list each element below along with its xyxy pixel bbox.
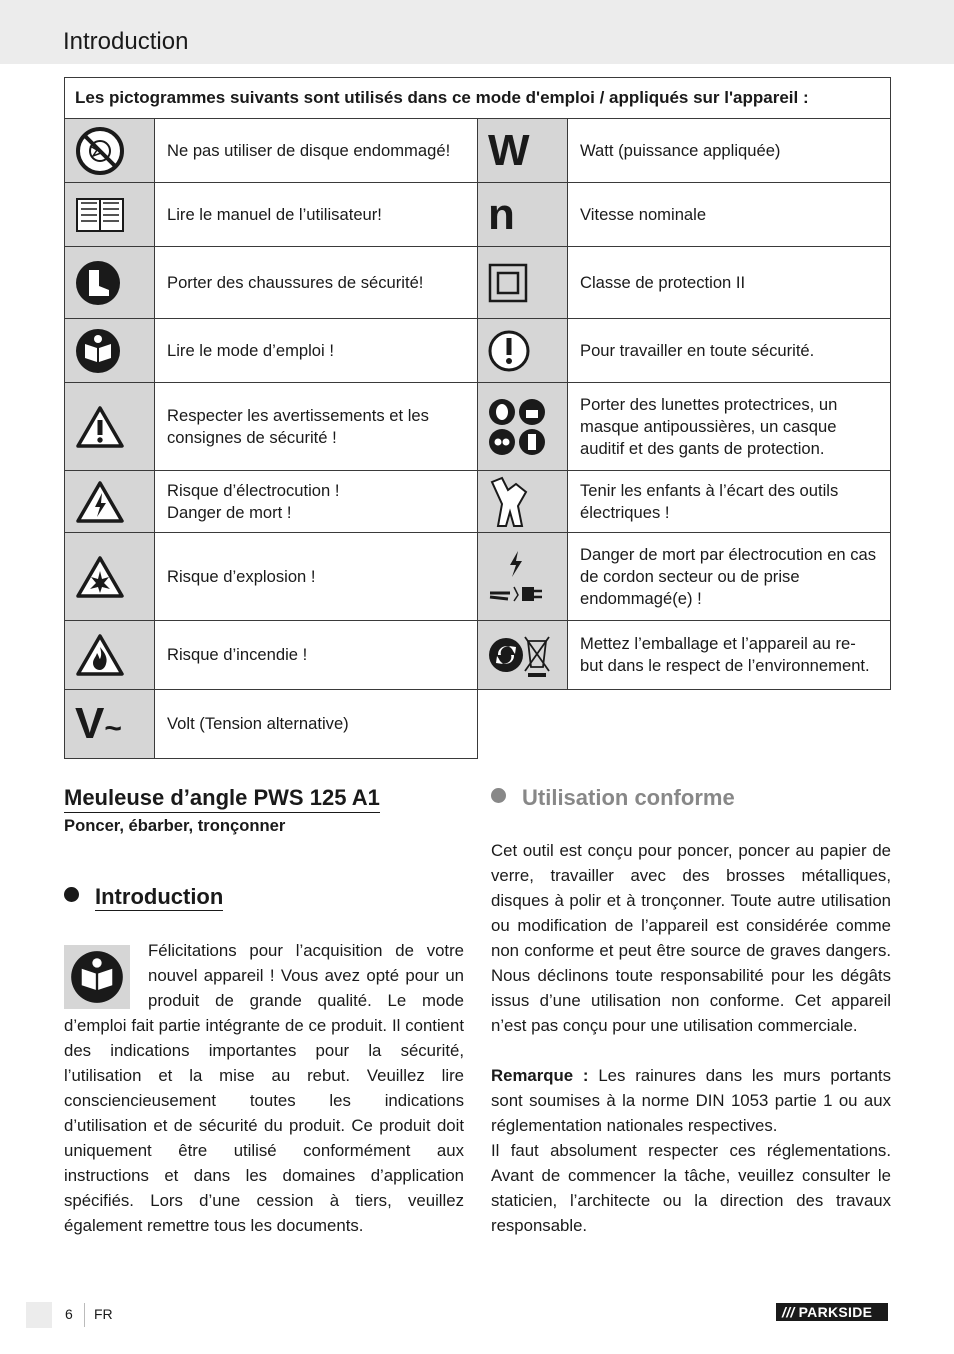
text-line: Danger de mort ! bbox=[167, 502, 292, 522]
table-cell: Porter des chaussures de sécurité! bbox=[155, 247, 478, 319]
no-damaged-disc-icon bbox=[65, 119, 155, 183]
table-cell: Vitesse nominale bbox=[568, 183, 891, 247]
table-row bbox=[65, 383, 891, 471]
table-row bbox=[65, 533, 891, 621]
text-line: Risque d’électrocution ! bbox=[167, 480, 340, 500]
exclamation-circle-icon bbox=[478, 319, 568, 383]
table-row bbox=[65, 183, 891, 247]
table-cell: Lire le mode d’emploi ! bbox=[155, 319, 478, 383]
table-row bbox=[65, 247, 891, 319]
read-instructions-icon bbox=[65, 319, 155, 383]
note-label: Remarque : bbox=[491, 1066, 589, 1085]
table-cell: Risque d’incendie ! bbox=[155, 621, 478, 690]
utilisation-section bbox=[491, 838, 891, 1238]
speed-symbol: n bbox=[488, 189, 515, 239]
watt-symbol-icon bbox=[478, 119, 568, 183]
table-cell bbox=[155, 471, 478, 533]
table-row bbox=[65, 471, 891, 533]
protection-class-ii-icon bbox=[478, 247, 568, 319]
table-cell: Classe de protection II bbox=[568, 247, 891, 319]
table-cell: Ne pas utiliser de disque endommagé! bbox=[155, 119, 478, 183]
table-row bbox=[65, 621, 891, 690]
explosion-warning-icon bbox=[65, 533, 155, 621]
table-row bbox=[65, 319, 891, 383]
empty-cell bbox=[478, 690, 891, 759]
bullet-dot-icon bbox=[491, 788, 506, 803]
watt-symbol: W bbox=[488, 125, 530, 175]
footer-box bbox=[26, 1302, 52, 1328]
damaged-cord-icon bbox=[478, 533, 568, 621]
brand-logo bbox=[776, 1303, 888, 1321]
pictogram-table bbox=[64, 77, 891, 759]
table-cell: Danger de mort par électrocution en cas de cordon secteur ou de prise endommagé(e) ! bbox=[568, 533, 891, 621]
note-text: Les rainures dans les murs portants sont soumises à la norme DIN 1053 partie 1 ou aux réglementation nationales respectives. bbox=[491, 1066, 891, 1135]
table-cell: Porter des lunettes protectrices, un masque antipoussières, un casque auditif et des gants de protection. bbox=[568, 383, 891, 471]
fire-warning-icon bbox=[65, 621, 155, 690]
utilisation-heading-text: Utilisation conforme bbox=[522, 785, 735, 810]
product-title: Meuleuse d’angle PWS 125 A1 bbox=[64, 785, 380, 813]
page-number: 6 bbox=[65, 1306, 73, 1322]
introduction-text: Félicitations pour l’acquisition de votre nouvel appareil ! Vous avez opté pour un produit de grande qualité. Le mode d’emploi fait partie intégrante de ce produit. Il contient des indications importantes pour la sécurité, l’utilisation et la mise au rebut. Veuillez lire consciencieusement toutes les indications d’utilisation et de sécurité du produit. Ce produit doit uniquement être utilisé conformément aux instructions et dans les domaines d’application spécifiés. Lors d’une cession à tiers, veuillez également remettre tous les documents. bbox=[64, 941, 464, 1235]
protective-equipment-icon bbox=[478, 383, 568, 471]
bullet-dot-icon bbox=[64, 887, 79, 902]
manual-book-icon bbox=[65, 183, 155, 247]
note-paragraph bbox=[491, 1063, 891, 1138]
warning-triangle-icon bbox=[65, 383, 155, 471]
note-text-2: Il faut absolument respecter ces réglementations. Avant de commencer la tâche, veuillez consulter le staticien, l’architecte ou la direction des travaux responsable. bbox=[491, 1141, 891, 1235]
recycling-disposal-icon bbox=[478, 621, 568, 690]
table-cell: Risque d’explosion ! bbox=[155, 533, 478, 621]
table-cell: Tenir les enfants à l’écart des outils électriques ! bbox=[568, 471, 891, 533]
language-code: FR bbox=[94, 1306, 113, 1322]
icon-spacer bbox=[64, 938, 148, 1013]
spacer bbox=[491, 1038, 891, 1063]
page-title: Introduction bbox=[63, 28, 189, 55]
table-cell: Pour travailler en toute sécurité. bbox=[568, 319, 891, 383]
introduction-heading-text: Introduction bbox=[95, 884, 224, 909]
table-caption: Les pictogrammes suivants sont utilisés dans ce mode d'emploi / appliqués sur l'appareil : bbox=[65, 78, 891, 119]
footer-divider bbox=[84, 1303, 85, 1327]
table-cell: Volt (Tension alternative) bbox=[155, 690, 478, 759]
utilisation-heading bbox=[491, 785, 735, 811]
brand-name: PARKSIDE bbox=[798, 1304, 873, 1320]
safety-shoes-icon bbox=[65, 247, 155, 319]
introduction-paragraph bbox=[64, 938, 464, 1238]
volt-ac-icon bbox=[65, 690, 155, 759]
table-cell: Respecter les avertissements et les consignes de sécurité ! bbox=[155, 383, 478, 471]
ac-symbol: ~ bbox=[104, 712, 122, 745]
table-cell: Mettez l’emballage et l’appareil au re-but dans le respect de l’environnement. bbox=[568, 621, 891, 690]
utilisation-text: Cet outil est conçu pour poncer, poncer au papier de verre, travailler avec des brosses métalliques, disques à polir et à tronçonner. Toute autre utilisation ou modification de l’appareil est considérée comme non conforme et peut être source de graves dangers. Nous déclinons toute responsabilité pour les dégâts issus d’une utilisation non conforme. Cet appareil n’est pas conçu pour une utilisation commerciale. bbox=[491, 841, 891, 1035]
keep-children-away-icon bbox=[478, 471, 568, 533]
table-cell: Watt (puissance appliquée) bbox=[568, 119, 891, 183]
table-cell: Lire le manuel de l’utilisateur! bbox=[155, 183, 478, 247]
speed-symbol-icon bbox=[478, 183, 568, 247]
brand-slashes: /// bbox=[782, 1304, 795, 1320]
volt-symbol: V bbox=[75, 699, 105, 748]
introduction-heading bbox=[64, 884, 223, 910]
product-subtitle: Poncer, ébarber, tronçonner bbox=[64, 816, 286, 835]
electrocution-warning-icon bbox=[65, 471, 155, 533]
table-row bbox=[65, 690, 891, 759]
table-row bbox=[65, 119, 891, 183]
